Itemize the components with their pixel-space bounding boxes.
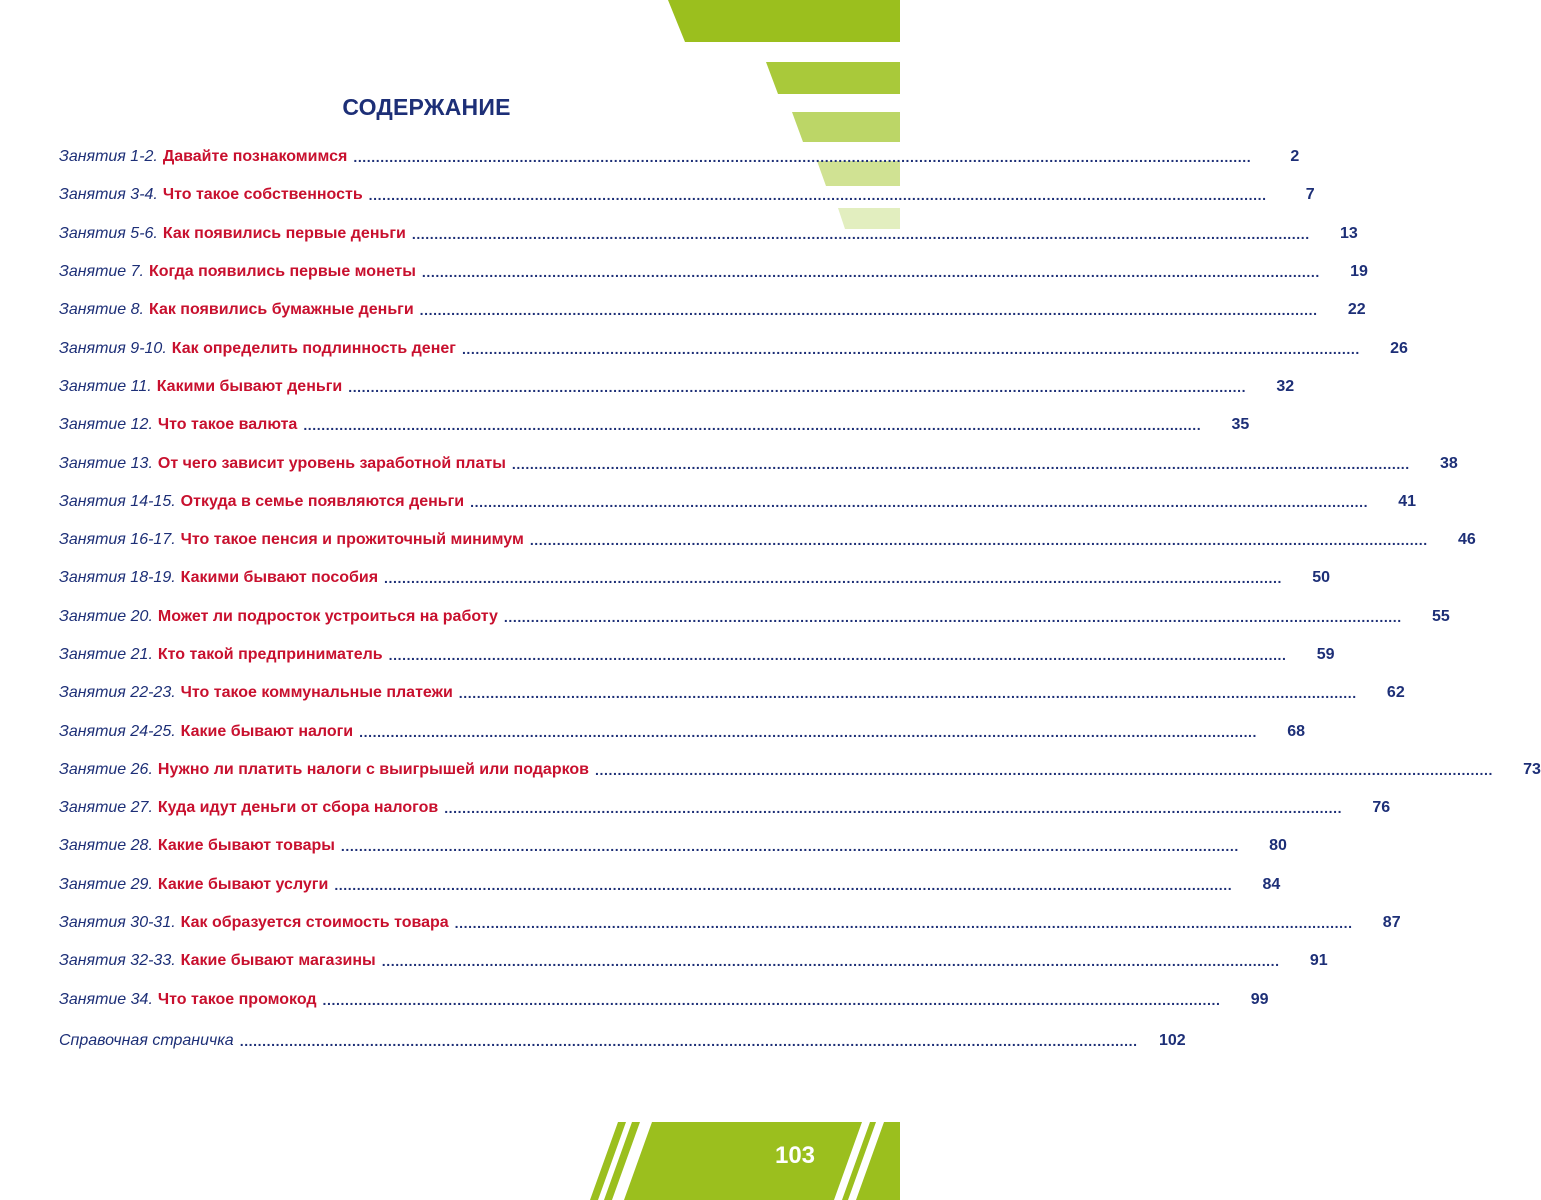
toc-entry bbox=[59, 904, 1401, 942]
toc-entry bbox=[59, 253, 1368, 291]
toc-lesson-title: Как появились бумажные деньги bbox=[148, 301, 414, 319]
toc-lesson-title: Кто такой предприниматель bbox=[157, 646, 383, 663]
toc-page-number: 62 bbox=[1386, 684, 1405, 702]
toc-page-number: 22 bbox=[1347, 301, 1366, 319]
toc-lesson-title: Какие бывают услуги bbox=[157, 875, 329, 893]
toc-entry bbox=[59, 176, 1315, 214]
toc-dot-leader: ........................................................................................................................................................................................................ bbox=[444, 800, 1343, 817]
toc-lesson-label: Занятие 20. bbox=[59, 607, 153, 625]
toc-entry bbox=[59, 789, 1391, 827]
table-of-contents bbox=[59, 138, 1541, 1060]
toc-lesson-title: Что такое промокод bbox=[157, 990, 317, 1008]
toc-lesson-title: Что такое собственность bbox=[162, 186, 363, 204]
page-title: СОДЕРЖАНИЕ bbox=[342, 94, 511, 120]
toc-dot-leader: ........................................................................................................................................................................................................ bbox=[239, 1032, 1138, 1049]
toc-page-number: 41 bbox=[1398, 492, 1417, 510]
toc-lesson-label: Занятие 34. bbox=[59, 990, 153, 1008]
toc-dot-leader: ........................................................................................................................................................................................................ bbox=[454, 915, 1353, 932]
toc-entry-reference bbox=[59, 1022, 1186, 1060]
toc-page-number: 99 bbox=[1250, 990, 1269, 1008]
toc-page-number: 13 bbox=[1339, 224, 1358, 242]
page-number: 103 bbox=[774, 1142, 816, 1169]
toc-entry bbox=[59, 598, 1450, 636]
toc-page-number: 38 bbox=[1440, 454, 1458, 472]
toc-lesson-title: Когда появились первые монеты bbox=[148, 263, 416, 281]
toc-lesson-label: Занятия 18-19. bbox=[59, 569, 176, 587]
toc-dot-leader: ........................................................................................................................................................................................................ bbox=[322, 991, 1221, 1008]
toc-entry bbox=[59, 406, 1250, 444]
toc-page-number: 50 bbox=[1312, 569, 1330, 587]
toc-dot-leader: ........................................................................................................................................................................................................ bbox=[384, 570, 1282, 587]
toc-lesson-label: Занятия 16-17. bbox=[59, 531, 176, 549]
toc-entry bbox=[59, 291, 1366, 329]
toc-dot-leader: ........................................................................................................................................................................................................ bbox=[368, 187, 1267, 204]
toc-lesson-label: Занятие 11. bbox=[59, 377, 152, 395]
toc-lesson-title: Как определить подлинность денег bbox=[171, 339, 456, 357]
toc-page-number: 84 bbox=[1262, 875, 1281, 893]
toc-lesson-label: Занятие 12. bbox=[59, 416, 153, 434]
toc-lesson-label: Занятия 24-25. bbox=[59, 722, 176, 740]
toc-lesson-title: Откуда в семье появляются деньги bbox=[180, 492, 465, 510]
toc-lesson-title: Как образуется стоимость товара bbox=[180, 914, 449, 932]
toc-page-number: 76 bbox=[1372, 799, 1391, 817]
toc-page-number: 55 bbox=[1431, 607, 1450, 625]
toc-page-number: 35 bbox=[1231, 416, 1250, 434]
toc-dot-leader: ........................................................................................................................................................................................................ bbox=[461, 340, 1360, 357]
toc-dot-leader: ........................................................................................................................................................................................................ bbox=[529, 532, 1428, 549]
toc-page-number: 2 bbox=[1290, 148, 1300, 166]
toc-page-number: 7 bbox=[1305, 186, 1315, 204]
toc-lesson-title: Может ли подросток устроиться на работу bbox=[157, 607, 498, 625]
toc-lesson-label: Занятие 28. bbox=[59, 837, 153, 855]
toc-lesson-title: Что такое пенсия и прожиточный минимум bbox=[180, 531, 524, 549]
toc-lesson-label: Занятие 8. bbox=[59, 301, 144, 319]
toc-page-number: 46 bbox=[1457, 531, 1476, 549]
toc-lesson-title: Какими бывают пособия bbox=[180, 569, 379, 587]
toc-lesson-label: Занятие 21. bbox=[59, 646, 153, 663]
toc-lesson-label: Занятия 32-33. bbox=[59, 952, 176, 970]
toc-lesson-title: Как появились первые деньги bbox=[162, 224, 406, 242]
toc-entry bbox=[59, 215, 1358, 253]
toc-lesson-label: Занятие 29. bbox=[59, 875, 153, 893]
toc-page-number: 26 bbox=[1390, 339, 1408, 357]
toc-lesson-title: Какие бывают магазины bbox=[180, 952, 376, 970]
toc-dot-leader: ........................................................................................................................................................................................................ bbox=[359, 723, 1258, 740]
toc-lesson-title: Куда идут деньги от сбора налогов bbox=[157, 799, 439, 817]
toc-dot-leader: ........................................................................................................................................................................................................ bbox=[303, 417, 1202, 434]
toc-entry bbox=[59, 674, 1405, 712]
toc-dot-leader: ........................................................................................................................................................................................................ bbox=[458, 685, 1357, 702]
toc-page-number: 59 bbox=[1316, 646, 1335, 663]
toc-entry bbox=[59, 712, 1306, 750]
toc-entry bbox=[59, 138, 1300, 176]
toc-page-number: 73 bbox=[1523, 760, 1541, 778]
toc-page-number: 19 bbox=[1350, 263, 1368, 281]
toc-dot-leader: ........................................................................................................................................................................................................ bbox=[511, 455, 1410, 472]
toc-dot-leader: ........................................................................................................................................................................................................ bbox=[421, 264, 1320, 281]
toc-dot-leader: ........................................................................................................................................................................................................ bbox=[388, 647, 1287, 663]
toc-entry bbox=[59, 559, 1330, 597]
toc-entry bbox=[59, 636, 1335, 674]
toc-page-number: 80 bbox=[1269, 837, 1287, 855]
toc-entry bbox=[59, 942, 1328, 980]
toc-dot-leader: ........................................................................................................................................................................................................ bbox=[411, 225, 1310, 242]
toc-entry bbox=[59, 329, 1408, 367]
toc-lesson-label: Занятия 30-31. bbox=[59, 914, 176, 932]
toc-page-number: 102 bbox=[1158, 1031, 1186, 1049]
stripe-1 bbox=[668, 0, 900, 42]
toc-lesson-label: Занятия 9-10. bbox=[59, 339, 167, 357]
toc-entry bbox=[59, 751, 1541, 789]
toc-entry bbox=[59, 981, 1269, 1019]
toc-lesson-label: Занятия 14-15. bbox=[59, 492, 176, 510]
toc-entry bbox=[59, 444, 1458, 482]
toc-lesson-title: Что такое коммунальные платежи bbox=[180, 684, 453, 702]
toc-dot-leader: ........................................................................................................................................................................................................ bbox=[334, 876, 1233, 893]
toc-dot-leader: ........................................................................................................................................................................................................ bbox=[595, 761, 1493, 778]
stripe-2 bbox=[766, 62, 900, 94]
toc-dot-leader: ........................................................................................................................................................................................................ bbox=[470, 493, 1369, 510]
toc-dot-leader: ........................................................................................................................................................................................................ bbox=[419, 302, 1318, 319]
toc-dot-leader: ........................................................................................................................................................................................................ bbox=[348, 378, 1247, 395]
toc-dot-leader: ........................................................................................................................................................................................................ bbox=[381, 953, 1280, 970]
toc-entry bbox=[59, 521, 1476, 559]
toc-page-number: 32 bbox=[1276, 377, 1295, 395]
toc-lesson-label: Занятие 13. bbox=[59, 454, 153, 472]
toc-lesson-label: Занятие 7. bbox=[59, 263, 144, 281]
toc-lesson-title: Какие бывают товары bbox=[157, 837, 335, 855]
toc-lesson-label: Занятия 3-4. bbox=[59, 186, 158, 204]
toc-lesson-label: Занятия 22-23. bbox=[59, 684, 176, 702]
toc-dot-leader: ........................................................................................................................................................................................................ bbox=[353, 149, 1252, 166]
toc-entry bbox=[59, 866, 1281, 904]
toc-lesson-label: Занятие 26. bbox=[59, 760, 153, 778]
toc-lesson-title: Что такое валюта bbox=[157, 416, 298, 434]
toc-entry bbox=[59, 483, 1417, 521]
toc-page-number: 91 bbox=[1309, 952, 1328, 970]
toc-lesson-title: Нужно ли платить налоги с выигрышей или подарков bbox=[157, 760, 589, 778]
toc-page-number: 87 bbox=[1382, 914, 1401, 932]
toc-lesson-title: Какими бывают деньги bbox=[156, 377, 343, 395]
toc-reference-label: Справочная страничка bbox=[59, 1031, 234, 1049]
toc-lesson-label: Занятия 5-6. bbox=[59, 224, 158, 242]
toc-lesson-title: От чего зависит уровень заработной платы bbox=[157, 454, 506, 472]
toc-lesson-title: Давайте познакомимся bbox=[162, 148, 348, 166]
toc-entry bbox=[59, 827, 1287, 865]
toc-lesson-label: Занятие 27. bbox=[59, 799, 153, 817]
toc-dot-leader: ........................................................................................................................................................................................................ bbox=[340, 838, 1239, 855]
toc-lesson-title: Какие бывают налоги bbox=[180, 722, 354, 740]
toc-entry bbox=[59, 368, 1295, 406]
toc-dot-leader: ........................................................................................................................................................................................................ bbox=[503, 608, 1402, 625]
toc-lesson-label: Занятия 1-2. bbox=[59, 148, 158, 166]
toc-page-number: 68 bbox=[1287, 722, 1306, 740]
